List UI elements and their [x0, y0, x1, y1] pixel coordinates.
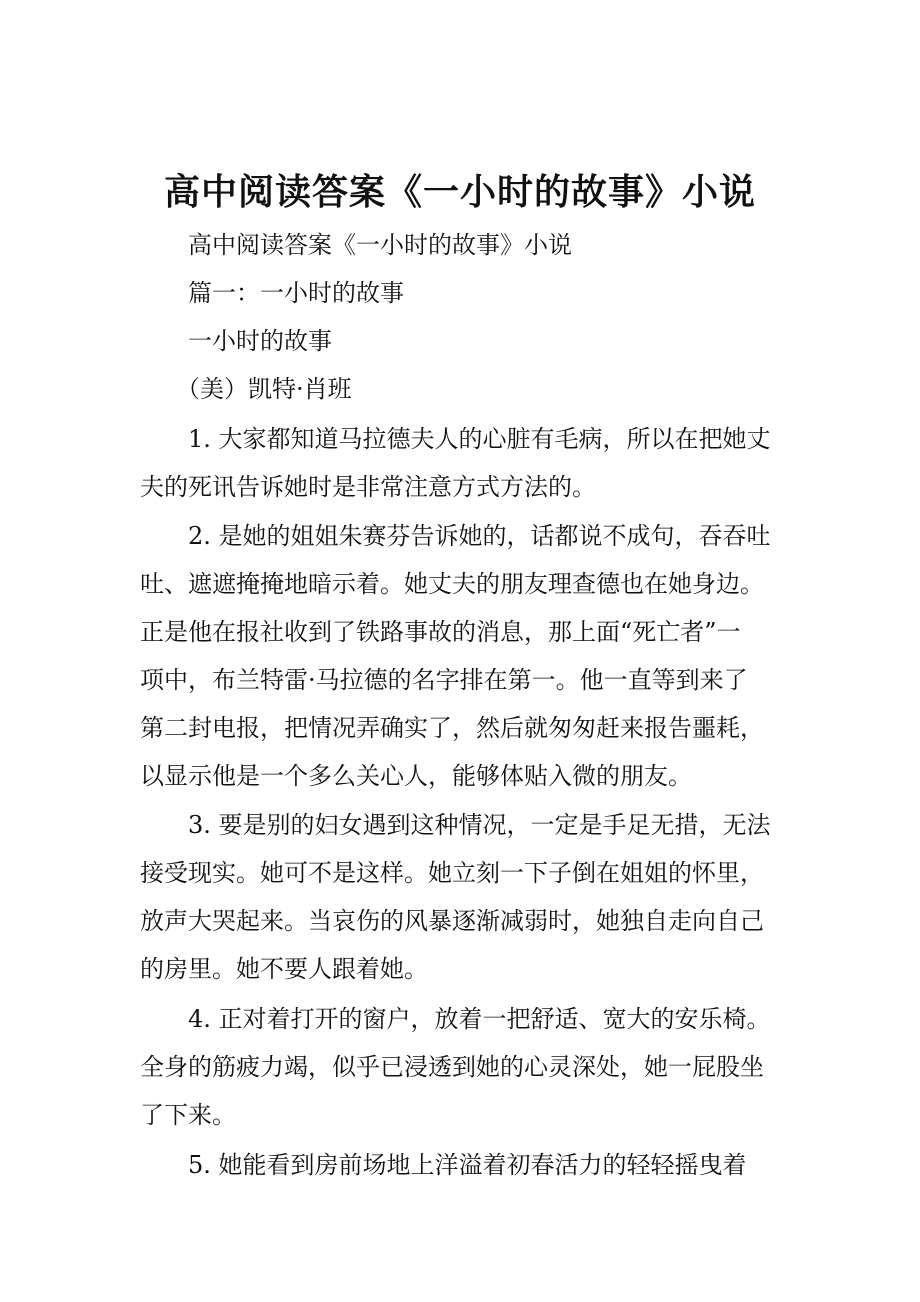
- document-title: 高中阅读答案《一小时的故事》小说: [163, 171, 756, 214]
- paragraph-line: 2. 是她的姐姐朱赛芬告诉她的，话都说不成句，吞吞吐: [188, 522, 771, 550]
- paragraph-line: 第二封电报，把情况弄确实了，然后就匆匆赶来报告噩耗，: [140, 714, 764, 742]
- paragraph-line: 全身的筋疲力竭，似乎已浸透到她的心灵深处，她一屁股坐: [140, 1053, 764, 1081]
- paragraph-line: 夫的死讯告诉她时是非常注意方式方法的。: [140, 473, 596, 501]
- paragraph-line: 5. 她能看到房前场地上洋溢着初春活力的轻轻摇曳着: [188, 1151, 747, 1179]
- paragraph-line: 以显示他是一个多么关心人，能够体贴入微的朋友。: [140, 762, 692, 790]
- paragraph-line: 1. 大家都知道马拉德夫人的心脏有毛病，所以在把她丈: [188, 425, 771, 453]
- subtitle: 高中阅读答案《一小时的故事》小说: [188, 231, 572, 259]
- chapter-heading: 篇一：一小时的故事: [188, 279, 404, 307]
- paragraph-line: 4. 正对着打开的窗户，放着一把舒适、宽大的安乐椅。: [188, 1005, 771, 1033]
- paragraph-line: 的房里。她不要人跟着她。: [140, 955, 428, 983]
- paragraph-line: 放声大哭起来。当哀伤的风暴逐渐减弱时，她独自走向自己: [140, 907, 764, 935]
- paragraph-line: 项中，布兰特雷·马拉德的名字排在第一。他一直等到来了: [140, 666, 748, 694]
- paragraph-line: 正是他在报社收到了铁路事故的消息，那上面“死亡者”一: [140, 618, 741, 646]
- paragraph-line: 吐、遮遮掩掩地暗示着。她丈夫的朋友理查德也在她身边。: [140, 570, 764, 598]
- paragraph-line: 了下来。: [140, 1101, 236, 1129]
- paragraph-line: 接受现实。她可不是这样。她立刻一下子倒在姐姐的怀里，: [140, 859, 764, 887]
- paragraph-line: 3. 要是别的妇女遇到这种情况，一定是手足无措，无法: [188, 811, 771, 839]
- author-line: （美）凯特·肖班: [176, 375, 352, 403]
- story-title: 一小时的故事: [188, 327, 332, 355]
